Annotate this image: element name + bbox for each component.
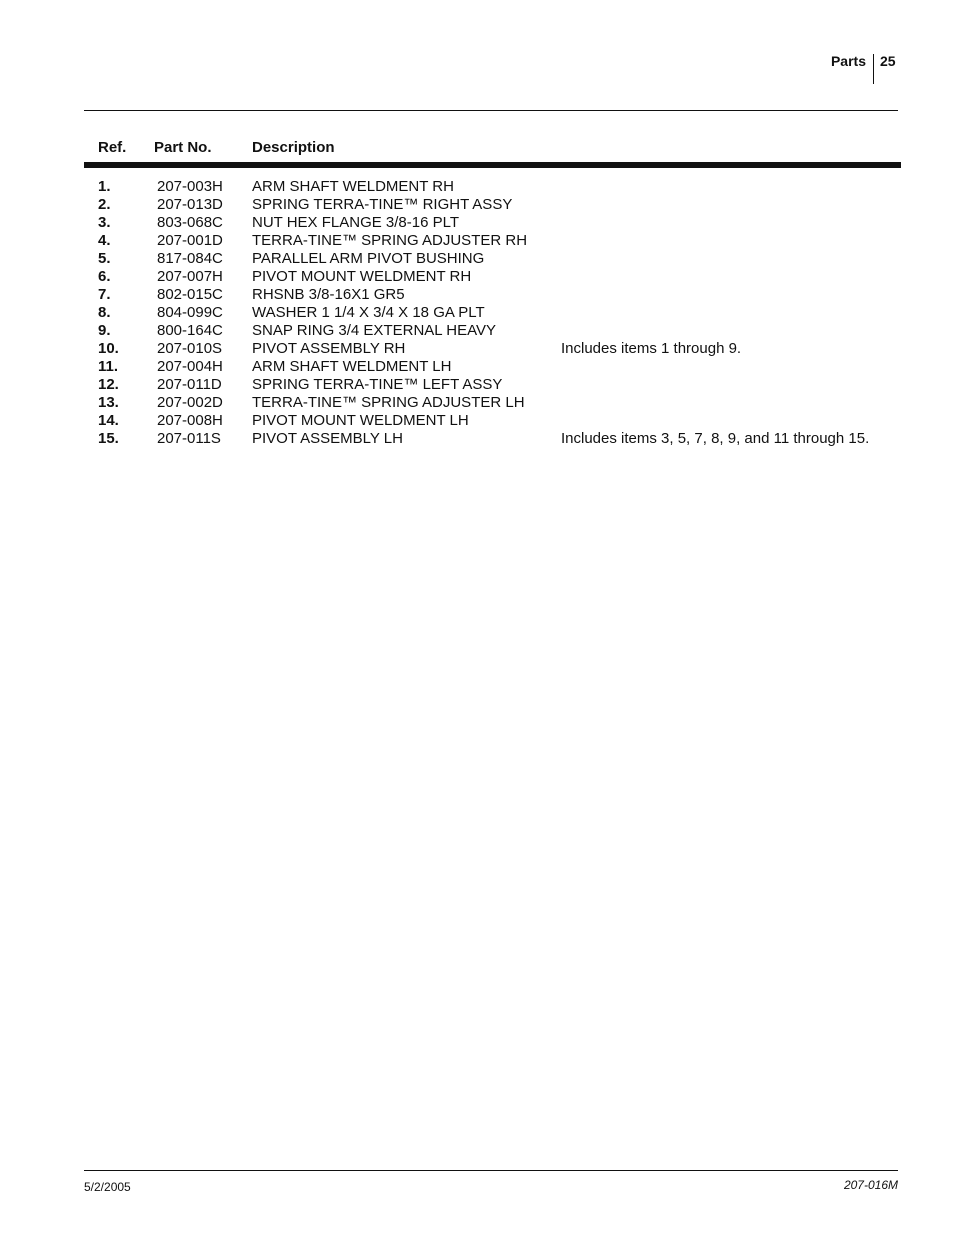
- table-row: [0, 358, 954, 376]
- table-row: [0, 286, 954, 304]
- description-cell: ARM SHAFT WELDMENT RH: [252, 178, 454, 195]
- ref-cell: 7.: [98, 286, 111, 303]
- section-name: Parts: [830, 53, 866, 69]
- page-number: 25: [880, 53, 896, 69]
- column-header-description: Description: [252, 139, 335, 156]
- part-no-cell: 207-002D: [157, 394, 223, 411]
- description-cell: PARALLEL ARM PIVOT BUSHING: [252, 250, 485, 267]
- header-rule: [84, 162, 901, 168]
- ref-cell: 15.: [98, 430, 119, 447]
- table-row: [0, 412, 954, 430]
- part-no-cell: 207-007H: [157, 268, 223, 285]
- note-cell: Includes items 3, 5, 7, 8, 9, and 11 through 15.: [561, 430, 870, 447]
- ref-cell: 8.: [98, 304, 111, 321]
- part-no-cell: 803-068C: [157, 214, 223, 231]
- description-cell: PIVOT MOUNT WELDMENT LH: [252, 412, 469, 429]
- description-cell: SPRING TERRA-TINE™ RIGHT ASSY: [252, 196, 513, 213]
- page-header: [0, 52, 954, 86]
- ref-cell: 1.: [98, 178, 111, 195]
- description-cell: PIVOT ASSEMBLY LH: [252, 430, 403, 447]
- table-row: [0, 304, 954, 322]
- footer-doc-number: 207-016M: [843, 1178, 898, 1192]
- table-row: [0, 178, 954, 196]
- column-header-part-no: Part No.: [154, 139, 212, 156]
- table-row: [0, 250, 954, 268]
- table-row: [0, 268, 954, 286]
- description-cell: PIVOT ASSEMBLY RH: [252, 340, 406, 357]
- table-row: [0, 340, 954, 358]
- column-header-ref: Ref.: [98, 139, 127, 156]
- part-no-cell: 207-011D: [157, 376, 222, 393]
- table-row: [0, 376, 954, 394]
- part-no-cell: 207-008H: [157, 412, 223, 429]
- table-row: [0, 214, 954, 232]
- table-row: [0, 430, 954, 448]
- ref-cell: 3.: [98, 214, 111, 231]
- part-no-cell: 207-011S: [157, 430, 221, 447]
- ref-cell: 5.: [98, 250, 111, 267]
- part-no-cell: 207-013D: [157, 196, 223, 213]
- bottom-rule: [84, 1170, 898, 1171]
- parts-table-header: [0, 139, 954, 159]
- ref-cell: 13.: [98, 394, 119, 411]
- part-no-cell: 802-015C: [157, 286, 223, 303]
- ref-cell: 10.: [98, 340, 119, 357]
- header-divider: [873, 54, 874, 84]
- parts-table-body: [0, 178, 954, 448]
- ref-cell: 11.: [98, 358, 119, 375]
- ref-cell: 14.: [98, 412, 119, 429]
- table-row: [0, 232, 954, 250]
- description-cell: ARM SHAFT WELDMENT LH: [252, 358, 452, 375]
- part-no-cell: 804-099C: [157, 304, 223, 321]
- description-cell: SPRING TERRA-TINE™ LEFT ASSY: [252, 376, 503, 393]
- part-no-cell: 800-164C: [157, 322, 223, 339]
- table-row: [0, 394, 954, 412]
- description-cell: NUT HEX FLANGE 3/8-16 PLT: [252, 214, 460, 231]
- part-no-cell: 207-004H: [157, 358, 223, 375]
- description-cell: TERRA-TINE™ SPRING ADJUSTER LH: [252, 394, 525, 411]
- footer-date: 5/2/2005: [84, 1180, 131, 1194]
- table-row: [0, 196, 954, 214]
- ref-cell: 12.: [98, 376, 119, 393]
- ref-cell: 6.: [98, 268, 111, 285]
- ref-cell: 9.: [98, 322, 111, 339]
- table-row: [0, 322, 954, 340]
- description-cell: WASHER 1 1/4 X 3/4 X 18 GA PLT: [252, 304, 485, 321]
- description-cell: PIVOT MOUNT WELDMENT RH: [252, 268, 472, 285]
- part-no-cell: 207-003H: [157, 178, 223, 195]
- note-cell: Includes items 1 through 9.: [561, 340, 742, 357]
- part-no-cell: 817-084C: [157, 250, 223, 267]
- ref-cell: 2.: [98, 196, 111, 213]
- ref-cell: 4.: [98, 232, 111, 249]
- description-cell: SNAP RING 3/4 EXTERNAL HEAVY: [252, 322, 496, 339]
- description-cell: TERRA-TINE™ SPRING ADJUSTER RH: [252, 232, 528, 249]
- description-cell: RHSNB 3/8-16X1 GR5: [252, 286, 405, 303]
- part-no-cell: 207-010S: [157, 340, 223, 357]
- top-rule: [84, 110, 898, 111]
- part-no-cell: 207-001D: [157, 232, 223, 249]
